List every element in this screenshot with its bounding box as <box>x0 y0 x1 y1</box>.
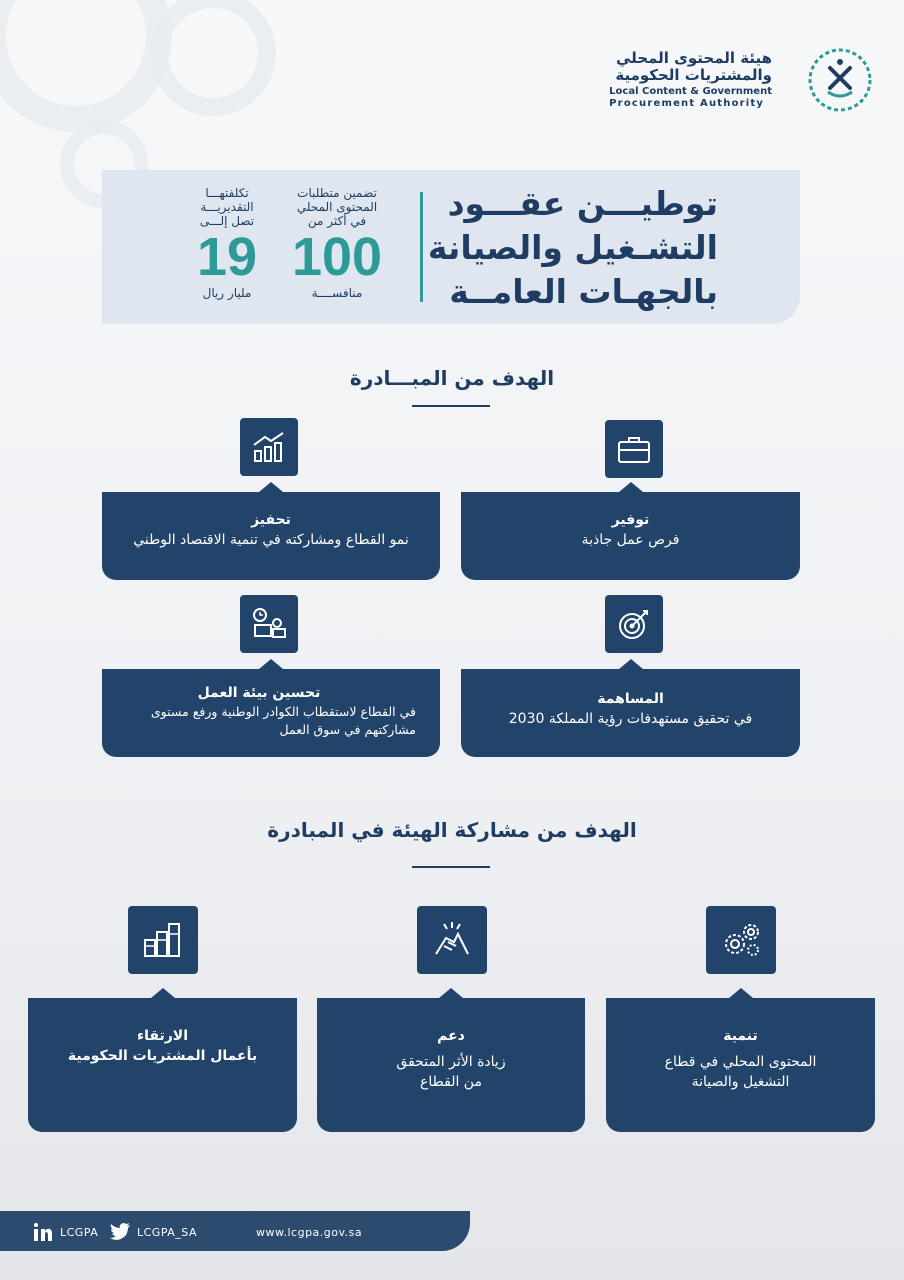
target-icon-box <box>605 595 663 653</box>
growth-chart-icon-box <box>240 418 298 476</box>
stat-cost-text: تكلفتهـــا <box>205 186 249 200</box>
gears-icon <box>719 920 763 960</box>
goal-card-body: نمو القطاع ومشاركته في تنمية الاقتصاد الوطني <box>133 532 409 548</box>
stat-competitions-text: تضمين متطلبات <box>297 186 377 200</box>
goal-card-body: في تحقيق مستهدفات رؤية المملكة 2030 <box>508 711 753 727</box>
goal-card-stimulate <box>102 492 440 580</box>
goal-card-heading: تنمية <box>723 1028 758 1044</box>
authority-goal-card-elevate <box>28 998 297 1132</box>
logo-english-line1: Local Content & Government <box>609 86 772 97</box>
section2-title: الهدف من مشاركة الهيئة في المبادرة <box>267 818 637 842</box>
workplace-icon-box <box>240 595 298 653</box>
logo-arabic-line1: هيئة المحتوى المحلي <box>615 49 772 67</box>
goal-card-body: التشغيل والصيانة <box>691 1074 790 1090</box>
goal-card-heading: تحسين بيئة العمل <box>197 685 321 701</box>
goal-card-heading: دعم <box>437 1028 465 1044</box>
workplace-icon <box>251 607 287 641</box>
stat-cost <box>177 186 277 300</box>
background-gear-decoration <box>0 0 172 132</box>
goal-card-work-environment <box>102 669 440 757</box>
growth-chart-icon <box>251 431 287 463</box>
hero-title-line1: توطيـــن عقـــود <box>447 184 718 223</box>
stacked-coins-icon <box>141 920 185 960</box>
goal-card-body: مشاركتهم في سوق العمل <box>279 722 416 737</box>
logo-english-line2: Procurement Authority <box>609 98 765 109</box>
goal-card-body: زيادة الأثر المتحقق <box>396 1054 506 1070</box>
handshake-icon <box>430 920 474 960</box>
logo-english-name <box>609 86 772 110</box>
hero-title-line3: بالجهـات العامــة <box>449 272 718 311</box>
stat-competitions-text: في أكثر من <box>307 214 367 228</box>
handshake-icon-box <box>417 906 487 974</box>
target-icon <box>617 607 651 641</box>
authority-goal-card-support <box>317 998 585 1132</box>
logo-arabic-name <box>615 50 772 84</box>
goal-card-body: بأعمال المشتريات الحكومية <box>67 1048 258 1064</box>
goal-card-heading: تحفيز <box>251 512 291 528</box>
gears-icon-box <box>706 906 776 974</box>
authority-logo <box>596 44 876 120</box>
hero-title-line2: التشـغيل والصيانة <box>427 228 718 267</box>
stat-competitions <box>287 186 387 300</box>
logo-arabic-line2: والمشتريات الحكومية <box>615 66 772 84</box>
goal-card-heading: توفير <box>611 512 650 528</box>
goal-card-body: المحتوى المحلي في قطاع <box>664 1054 817 1070</box>
hero-banner <box>102 170 800 324</box>
stat-competitions-value: 100 <box>291 227 383 287</box>
hero-divider <box>420 192 423 302</box>
briefcase-icon <box>617 434 651 464</box>
stat-cost-text: التقديريـــة <box>200 200 254 214</box>
stacked-coins-icon-box <box>128 906 198 974</box>
goal-card-body: من القطاع <box>420 1074 482 1090</box>
footer-bar <box>0 1211 470 1251</box>
goal-card-heading: الارتقاء <box>136 1028 189 1044</box>
linkedin-icon[interactable] <box>34 1223 52 1241</box>
stat-competitions-unit: منافســــة <box>311 286 363 300</box>
goal-card-body: في القطاع لاستقطاب الكوادر الوطنية ورفع مستوى <box>150 704 416 719</box>
stat-cost-unit: مليار ريال <box>202 286 252 300</box>
section1-title: الهدف من المبـــادرة <box>349 366 555 390</box>
stat-cost-value: 19 <box>196 227 258 287</box>
hero-title <box>428 182 718 314</box>
stat-cost-text: تصل إلـــى <box>199 214 255 228</box>
logo-emblem-icon <box>804 44 876 116</box>
section2-underline <box>412 866 490 868</box>
goal-card-contribute <box>461 669 800 757</box>
goal-card-body: فرص عمل جاذبة <box>581 532 680 548</box>
section1-underline <box>412 405 490 407</box>
linkedin-handle[interactable]: LCGPA <box>60 1226 99 1239</box>
background-gear-decoration <box>150 0 276 116</box>
goal-card-provide <box>461 492 800 580</box>
briefcase-icon-box <box>605 420 663 478</box>
stat-competitions-text: المحتوى المحلي <box>296 200 378 214</box>
authority-goal-card-develop <box>606 998 875 1132</box>
website-link[interactable]: www.lcgpa.gov.sa <box>256 1226 363 1239</box>
twitter-icon[interactable] <box>110 1223 130 1240</box>
goal-card-heading: المساهمة <box>597 691 664 707</box>
twitter-handle[interactable]: LCGPA_SA <box>137 1226 197 1239</box>
